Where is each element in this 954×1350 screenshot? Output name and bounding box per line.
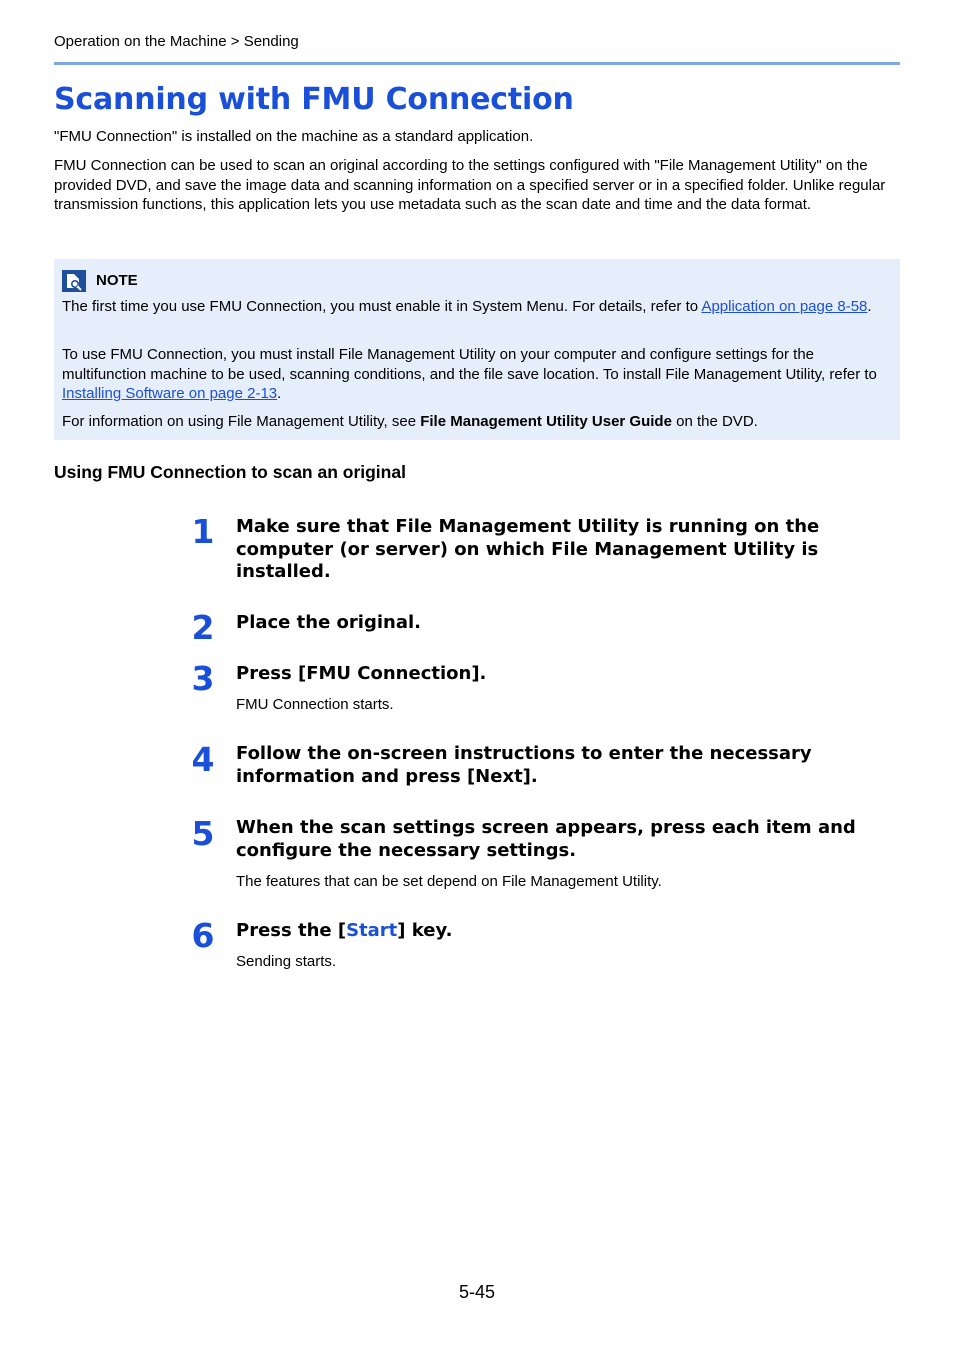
step-number-3: 3 [191,659,215,698]
intro-paragraph-1: "FMU Connection" is installed on the machine as a standard application. [54,128,534,145]
step-title-2: Place the original. [236,612,421,633]
step-desc-6: Sending starts. [236,953,337,970]
step-title-4: Follow the on-screen instructions to enter the necessary information and press [Next]. [236,743,812,787]
section-subheading: Using FMU Connection to scan an original [54,462,406,482]
header-rule [54,62,900,65]
intro-paragraph-2: FMU Connection can be used to scan an original according to the settings configured with "File Management Utility" on the provided DVD, and save the image data and scanning information on a specified server or in a specified folder. Unlike regular transmission functions, this application lets you use metadata such as the scan date and time and the data format. [54,157,886,213]
step-title-6: Press the [Start] key. [236,920,453,941]
note-paragraph-3: For information on using File Management Utility, see File Management Utility User Guide on the DVD. [62,413,758,430]
step-title-5: When the scan settings screen appears, press each item and configure the necessary settings. [236,817,856,861]
step-number-2: 2 [191,608,215,647]
page-title: Scanning with FMU Connection [54,82,574,117]
note-box [54,259,900,440]
note-paragraph-2: To use FMU Connection, you must install File Management Utility on your computer and configure settings for the multifunction machine to be used, scanning conditions, and the file save location. To install File Management Utility, refer to Installing Software on page 2-13. [62,346,877,402]
start-key-label: Start [346,920,398,941]
note-label: NOTE [96,272,138,289]
step-number-5: 5 [191,814,215,853]
note-paragraph-1: The first time you use FMU Connection, you must enable it in System Menu. For details, refer to Application on page 8-58. [62,298,872,315]
link-application-page[interactable]: Application on page 8-58 [701,298,868,315]
link-installing-software[interactable]: Installing Software on page 2-13 [62,385,278,402]
step-title-1: Make sure that File Management Utility is running on the computer (or server) on which File Management Utility is installed. [236,516,820,582]
step-number-4: 4 [191,740,215,779]
page-number: 5-45 [458,1282,496,1302]
step-number-1: 1 [191,512,215,551]
step-title-3: Press [FMU Connection]. [236,663,487,684]
user-guide-title: File Management Utility User Guide [420,413,672,430]
step-number-6: 6 [191,916,215,955]
breadcrumb: Operation on the Machine > Sending [54,33,299,50]
step-desc-3: FMU Connection starts. [236,696,394,713]
note-icon [62,270,86,292]
step-desc-5: The features that can be set depend on File Management Utility. [236,873,662,890]
